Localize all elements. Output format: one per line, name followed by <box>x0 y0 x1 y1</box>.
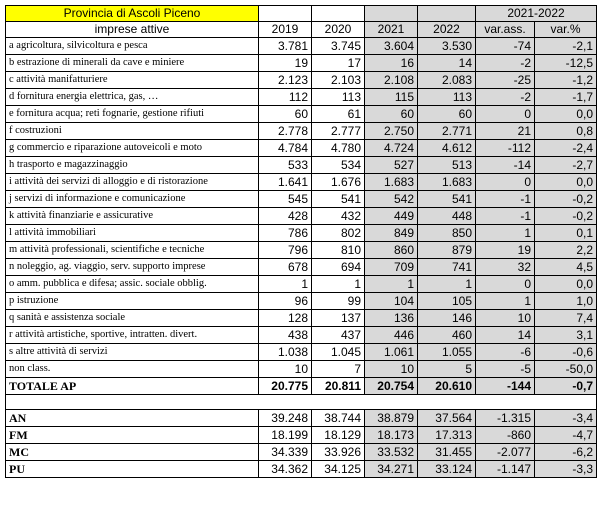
cell-value: -3,4 <box>535 410 597 427</box>
cell-value: 437 <box>312 327 365 344</box>
cell-value: -0,7 <box>535 378 597 395</box>
row-label: k attività finanziarie e assicurative <box>6 208 259 225</box>
cell-value: 1 <box>418 276 476 293</box>
cell-value: 32 <box>476 259 535 276</box>
cell-value: 541 <box>312 191 365 208</box>
cell-value: -2 <box>476 55 535 72</box>
cell-value: 1.683 <box>418 174 476 191</box>
cell-value: 34.362 <box>259 461 312 478</box>
cell-value: 4,5 <box>535 259 597 276</box>
cell-value: 105 <box>418 293 476 310</box>
cell-value: 5 <box>418 361 476 378</box>
header-row-1 <box>6 6 597 22</box>
cell-value: -2 <box>476 89 535 106</box>
column-header-var-ass: var.ass. <box>476 22 535 38</box>
cell-value: -112 <box>476 140 535 157</box>
row-label: q sanità e assistenza sociale <box>6 310 259 327</box>
cell-value: 39.248 <box>259 410 312 427</box>
cell-value: 2.777 <box>312 123 365 140</box>
cell-value: 3.781 <box>259 38 312 55</box>
region-row <box>6 410 597 427</box>
cell-value: 20.610 <box>418 378 476 395</box>
cell-value: 3.745 <box>312 38 365 55</box>
cell-value: 10 <box>365 361 418 378</box>
cell-value: -6,2 <box>535 444 597 461</box>
table-row <box>6 191 597 208</box>
cell-value: 4.784 <box>259 140 312 157</box>
cell-value: 34.339 <box>259 444 312 461</box>
cell-value: 115 <box>365 89 418 106</box>
imprese-table <box>5 5 597 478</box>
cell-value: 128 <box>259 310 312 327</box>
cell-value: -4,7 <box>535 427 597 444</box>
cell-value: -1.315 <box>476 410 535 427</box>
row-label-header: imprese attive <box>6 22 259 38</box>
row-label: MC <box>6 444 259 461</box>
cell-value: 0 <box>476 276 535 293</box>
cell-value: 38.879 <box>365 410 418 427</box>
table-row <box>6 106 597 123</box>
spacer-cell <box>365 395 418 410</box>
row-label: j servizi di informazione e comunicazione <box>6 191 259 208</box>
cell-value: 0,8 <box>535 123 597 140</box>
table-row <box>6 55 597 72</box>
cell-value: 545 <box>259 191 312 208</box>
cell-value: -6 <box>476 344 535 361</box>
cell-value: 678 <box>259 259 312 276</box>
cell-value: 448 <box>418 208 476 225</box>
column-header-2020: 2020 <box>312 22 365 38</box>
header-empty <box>259 6 312 22</box>
column-header-2022: 2022 <box>418 22 476 38</box>
cell-value: 446 <box>365 327 418 344</box>
cell-value: 38.744 <box>312 410 365 427</box>
row-label: e fornitura acqua; reti fognarie, gestione rifiuti <box>6 106 259 123</box>
cell-value: 33.124 <box>418 461 476 478</box>
row-label: f costruzioni <box>6 123 259 140</box>
cell-value: 33.532 <box>365 444 418 461</box>
table-row <box>6 259 597 276</box>
table-row <box>6 361 597 378</box>
spacer-cell <box>476 395 535 410</box>
cell-value: 112 <box>259 89 312 106</box>
cell-value: 1.061 <box>365 344 418 361</box>
cell-value: 3.530 <box>418 38 476 55</box>
spacer-cell <box>418 395 476 410</box>
cell-value: 2,2 <box>535 242 597 259</box>
row-label: PU <box>6 461 259 478</box>
cell-value: 449 <box>365 208 418 225</box>
row-label: d fornitura energia elettrica, gas, … <box>6 89 259 106</box>
cell-value: -1,2 <box>535 72 597 89</box>
cell-value: 4.780 <box>312 140 365 157</box>
cell-value: 17.313 <box>418 427 476 444</box>
cell-value: 146 <box>418 310 476 327</box>
row-label: i attività dei servizi di alloggio e di ristorazione <box>6 174 259 191</box>
spacer-cell <box>259 395 312 410</box>
table-row <box>6 38 597 55</box>
cell-value: 18.129 <box>312 427 365 444</box>
cell-value: 541 <box>418 191 476 208</box>
cell-value: 14 <box>418 55 476 72</box>
row-label: p istruzione <box>6 293 259 310</box>
cell-value: 741 <box>418 259 476 276</box>
cell-value: 0,0 <box>535 276 597 293</box>
cell-value: 2.083 <box>418 72 476 89</box>
cell-value: -3,3 <box>535 461 597 478</box>
header-empty <box>365 6 418 22</box>
table-row <box>6 293 597 310</box>
cell-value: -0,6 <box>535 344 597 361</box>
cell-value: 534 <box>312 157 365 174</box>
cell-value: -50,0 <box>535 361 597 378</box>
column-header-2021: 2021 <box>365 22 418 38</box>
spacer-cell <box>535 395 597 410</box>
column-header-var-pct: var.% <box>535 22 597 38</box>
cell-value: 432 <box>312 208 365 225</box>
cell-value: 460 <box>418 327 476 344</box>
cell-value: 0,0 <box>535 174 597 191</box>
cell-value: 37.564 <box>418 410 476 427</box>
table-row <box>6 276 597 293</box>
row-label: TOTALE AP <box>6 378 259 395</box>
header-empty <box>418 6 476 22</box>
row-label: o amm. pubblica e difesa; assic. sociale obblig. <box>6 276 259 293</box>
cell-value: 113 <box>312 89 365 106</box>
cell-value: 61 <box>312 106 365 123</box>
row-label: r attività artistiche, sportive, intratten. divert. <box>6 327 259 344</box>
cell-value: 34.271 <box>365 461 418 478</box>
cell-value: -2,4 <box>535 140 597 157</box>
cell-value: 810 <box>312 242 365 259</box>
cell-value: 850 <box>418 225 476 242</box>
region-row <box>6 461 597 478</box>
cell-value: 2.123 <box>259 72 312 89</box>
cell-value: 533 <box>259 157 312 174</box>
table-row <box>6 157 597 174</box>
cell-value: 709 <box>365 259 418 276</box>
row-label: c attività manifatturiere <box>6 72 259 89</box>
cell-value: -2,1 <box>535 38 597 55</box>
cell-value: 796 <box>259 242 312 259</box>
cell-value: 1.038 <box>259 344 312 361</box>
header-empty <box>312 6 365 22</box>
cell-value: 1.045 <box>312 344 365 361</box>
region-row <box>6 444 597 461</box>
row-label: non class. <box>6 361 259 378</box>
cell-value: 60 <box>259 106 312 123</box>
table-row <box>6 344 597 361</box>
cell-value: 1,0 <box>535 293 597 310</box>
cell-value: -0,2 <box>535 191 597 208</box>
cell-value: 20.775 <box>259 378 312 395</box>
cell-value: 1 <box>365 276 418 293</box>
cell-value: 438 <box>259 327 312 344</box>
cell-value: 96 <box>259 293 312 310</box>
period-label: 2021-2022 <box>476 6 597 22</box>
cell-value: -1,7 <box>535 89 597 106</box>
cell-value: -2,7 <box>535 157 597 174</box>
cell-value: 4.724 <box>365 140 418 157</box>
cell-value: 20.811 <box>312 378 365 395</box>
table-row <box>6 123 597 140</box>
cell-value: 849 <box>365 225 418 242</box>
cell-value: 0 <box>476 174 535 191</box>
spacer-row <box>6 395 597 410</box>
cell-value: 0 <box>476 106 535 123</box>
cell-value: -860 <box>476 427 535 444</box>
cell-value: 60 <box>365 106 418 123</box>
cell-value: 1 <box>476 225 535 242</box>
cell-value: -5 <box>476 361 535 378</box>
table-row <box>6 242 597 259</box>
row-label: s altre attività di servizi <box>6 344 259 361</box>
cell-value: 527 <box>365 157 418 174</box>
cell-value: -0,2 <box>535 208 597 225</box>
cell-value: 19 <box>476 242 535 259</box>
cell-value: 20.754 <box>365 378 418 395</box>
cell-value: -12,5 <box>535 55 597 72</box>
header-row-2 <box>6 22 597 38</box>
cell-value: 19 <box>259 55 312 72</box>
cell-value: 879 <box>418 242 476 259</box>
cell-value: -1 <box>476 191 535 208</box>
table-row <box>6 72 597 89</box>
cell-value: 1 <box>476 293 535 310</box>
table-row <box>6 327 597 344</box>
cell-value: 7,4 <box>535 310 597 327</box>
cell-value: 1.641 <box>259 174 312 191</box>
table-row <box>6 225 597 242</box>
cell-value: 10 <box>476 310 535 327</box>
row-label: g commercio e riparazione autoveicoli e moto <box>6 140 259 157</box>
cell-value: 60 <box>418 106 476 123</box>
cell-value: 802 <box>312 225 365 242</box>
cell-value: 4.612 <box>418 140 476 157</box>
cell-value: -25 <box>476 72 535 89</box>
cell-value: 17 <box>312 55 365 72</box>
cell-value: 14 <box>476 327 535 344</box>
cell-value: 21 <box>476 123 535 140</box>
row-label: m attività professionali, scientifiche e tecniche <box>6 242 259 259</box>
cell-value: 10 <box>259 361 312 378</box>
cell-value: 1 <box>259 276 312 293</box>
cell-value: 1 <box>312 276 365 293</box>
cell-value: 1.055 <box>418 344 476 361</box>
row-label: n noleggio, ag. viaggio, serv. supporto imprese <box>6 259 259 276</box>
row-label: AN <box>6 410 259 427</box>
cell-value: 7 <box>312 361 365 378</box>
cell-value: 542 <box>365 191 418 208</box>
cell-value: 99 <box>312 293 365 310</box>
region-row <box>6 427 597 444</box>
spacer-cell <box>6 395 259 410</box>
cell-value: 1.683 <box>365 174 418 191</box>
table-row <box>6 174 597 191</box>
cell-value: 136 <box>365 310 418 327</box>
cell-value: -1 <box>476 208 535 225</box>
table-row <box>6 89 597 106</box>
cell-value: 2.771 <box>418 123 476 140</box>
province-title: Provincia di Ascoli Piceno <box>6 6 259 22</box>
spacer-cell <box>312 395 365 410</box>
cell-value: 34.125 <box>312 461 365 478</box>
cell-value: 3,1 <box>535 327 597 344</box>
row-label: FM <box>6 427 259 444</box>
row-label: h trasporto e magazzinaggio <box>6 157 259 174</box>
cell-value: 786 <box>259 225 312 242</box>
cell-value: 18.173 <box>365 427 418 444</box>
cell-value: -144 <box>476 378 535 395</box>
cell-value: 31.455 <box>418 444 476 461</box>
cell-value: 860 <box>365 242 418 259</box>
row-label: l attività immobiliari <box>6 225 259 242</box>
cell-value: 1.676 <box>312 174 365 191</box>
cell-value: 137 <box>312 310 365 327</box>
row-label: b estrazione di minerali da cave e miniere <box>6 55 259 72</box>
cell-value: 2.103 <box>312 72 365 89</box>
cell-value: 513 <box>418 157 476 174</box>
cell-value: 0,1 <box>535 225 597 242</box>
total-row <box>6 378 597 395</box>
cell-value: 2.750 <box>365 123 418 140</box>
cell-value: 0,0 <box>535 106 597 123</box>
cell-value: 2.108 <box>365 72 418 89</box>
table-row <box>6 208 597 225</box>
table-row <box>6 310 597 327</box>
cell-value: 33.926 <box>312 444 365 461</box>
cell-value: -2.077 <box>476 444 535 461</box>
cell-value: 2.778 <box>259 123 312 140</box>
cell-value: 113 <box>418 89 476 106</box>
cell-value: 16 <box>365 55 418 72</box>
cell-value: 428 <box>259 208 312 225</box>
cell-value: -1.147 <box>476 461 535 478</box>
table-row <box>6 140 597 157</box>
cell-value: 104 <box>365 293 418 310</box>
cell-value: -74 <box>476 38 535 55</box>
cell-value: 18.199 <box>259 427 312 444</box>
cell-value: -14 <box>476 157 535 174</box>
row-label: a agricoltura, silvicoltura e pesca <box>6 38 259 55</box>
cell-value: 3.604 <box>365 38 418 55</box>
cell-value: 694 <box>312 259 365 276</box>
column-header-2019: 2019 <box>259 22 312 38</box>
